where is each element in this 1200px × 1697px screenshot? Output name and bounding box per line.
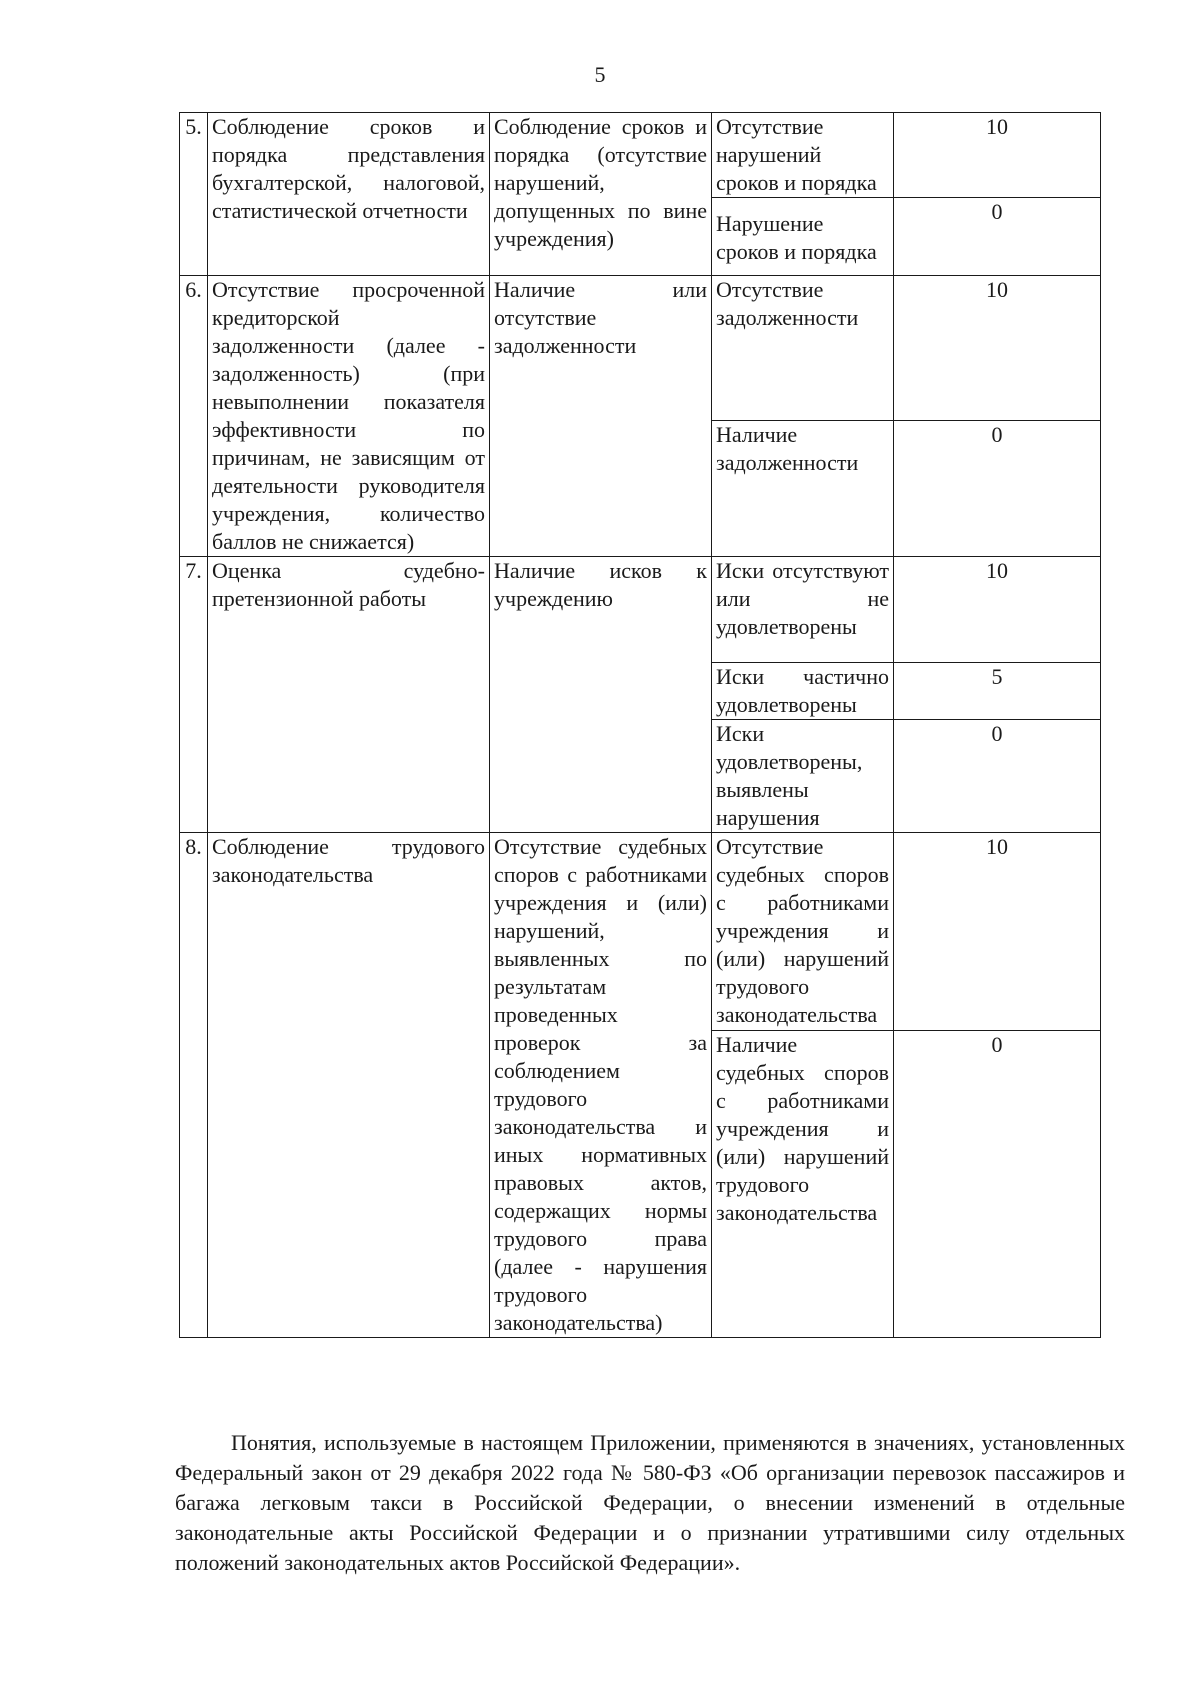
indicator-cell: Соблюдение сроков и порядка (отсутствие нарушений, допущенных по вине учреждения): [490, 113, 712, 276]
condition-cell: Иски отсутствуют или не удовлетворены: [712, 557, 894, 663]
score-cell: 0: [894, 720, 1101, 833]
score-cell: 10: [894, 113, 1101, 198]
score-cell: 0: [894, 1030, 1101, 1337]
condition-cell: Отсутствие судебных споров с работниками учреждения и (или) нарушений трудового законодательства: [712, 833, 894, 1031]
criterion-cell: Соблюдение сроков и порядка представления бухгалтерской, налоговой, статистической отчетности: [208, 113, 490, 276]
row-number: 8.: [180, 833, 208, 1338]
criterion-cell: Отсутствие просроченной кредиторской задолженности (далее - задолженность) (при невыполнении показателя эффективности по причинам, не зависящим от деятельности руководителя учреждения, количество баллов не снижается): [208, 276, 490, 557]
condition-cell: Иски удовлетворены, выявлены нарушения: [712, 720, 894, 833]
score-cell: 5: [894, 663, 1101, 720]
row-number: 7.: [180, 557, 208, 833]
indicator-cell: Наличие или отсутствие задолженности: [490, 276, 712, 557]
score-cell: 10: [894, 557, 1101, 663]
condition-cell: Иски частично удовлетворены: [712, 663, 894, 720]
indicator-cell: Наличие исков к учреждению: [490, 557, 712, 833]
table-row: [180, 833, 1101, 1031]
condition-cell: Отсутствие задолженности: [712, 276, 894, 421]
indicator-cell: Отсутствие судебных споров с работниками учреждения и (или) нарушений, выявленных по результатам проведенных проверок за соблюдением трудового законодательства и иных нормативных правовых актов, содержащих нормы трудового права (далее - нарушения трудового законодательства): [490, 833, 712, 1338]
score-cell: 0: [894, 420, 1101, 556]
row-number: 5.: [180, 113, 208, 276]
score-cell: 10: [894, 833, 1101, 1031]
page-number: 5: [594, 62, 606, 87]
condition-cell: Наличие судебных споров с работниками учреждения и (или) нарушений трудового законодательства: [712, 1030, 894, 1337]
row-number: 6.: [180, 276, 208, 557]
table-row: [180, 113, 1101, 198]
condition-cell: Нарушение сроков и порядка: [712, 198, 894, 276]
condition-cell: Отсутствие нарушений сроков и порядка: [712, 113, 894, 198]
table-row: [180, 557, 1101, 663]
criteria-table: [179, 112, 1101, 1338]
footer-paragraph: Понятия, используемые в настоящем Приложении, применяются в значениях, установленных Федеральный закон от 29 декабря 2022 года № 580-ФЗ «Об организации перевозок пассажиров и багажа легковым такси в Российской Федерации, о внесении изменений в отдельные законодательные акты Российской Федерации и о признании утратившими силу отдельных положений законодательных актов Российской Федерации».: [175, 1430, 1125, 1575]
score-cell: 10: [894, 276, 1101, 421]
criterion-cell: Соблюдение трудового законодательства: [208, 833, 490, 1338]
score-cell: 0: [894, 198, 1101, 276]
table-row: [180, 276, 1101, 421]
condition-cell: Наличие задолженности: [712, 420, 894, 556]
criterion-cell: Оценка судебно-претензионной работы: [208, 557, 490, 833]
